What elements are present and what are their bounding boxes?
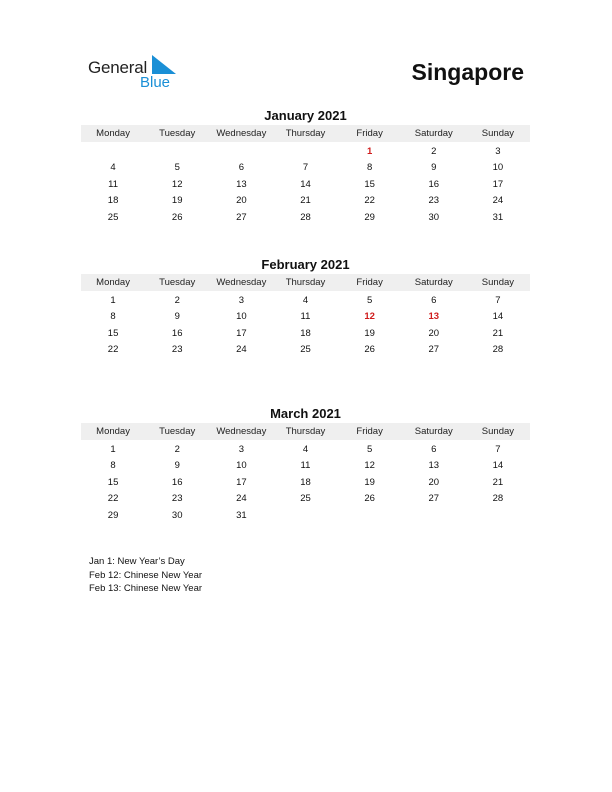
day-cell: 19 bbox=[171, 195, 183, 207]
day-cell: 16 bbox=[171, 327, 183, 339]
day-cell: 21 bbox=[492, 327, 504, 339]
day-cell: 2 bbox=[431, 145, 437, 157]
day-cell: 25 bbox=[300, 493, 311, 505]
day-cell: 22 bbox=[107, 493, 119, 505]
week-row bbox=[81, 309, 530, 326]
month-february bbox=[81, 256, 530, 358]
holiday-list bbox=[89, 555, 202, 596]
day-cell: 3 bbox=[238, 443, 244, 455]
day-cell: 24 bbox=[236, 344, 247, 356]
day-cell: 9 bbox=[174, 311, 180, 323]
day-cell: 29 bbox=[107, 509, 119, 521]
day-cell: 3 bbox=[238, 294, 244, 306]
day-cell: 21 bbox=[300, 195, 311, 207]
day-cell: 4 bbox=[302, 443, 309, 455]
week-row bbox=[81, 491, 530, 508]
day-cell: 30 bbox=[171, 509, 183, 521]
day-cell: 7 bbox=[495, 443, 501, 455]
day-cell: 27 bbox=[428, 344, 440, 356]
weekday-header-row bbox=[81, 423, 530, 440]
week-row bbox=[81, 143, 530, 160]
day-cell: 14 bbox=[492, 311, 504, 323]
holiday-entry: Jan 1: New Year’s Day bbox=[89, 556, 185, 567]
day-cell: 1 bbox=[110, 443, 116, 455]
day-cell: 12 bbox=[364, 311, 375, 323]
day-cell: 26 bbox=[171, 211, 183, 223]
week-row bbox=[81, 160, 530, 177]
day-cell: 16 bbox=[171, 476, 183, 488]
weekday-label: Saturday bbox=[414, 426, 453, 437]
country-title: Singapore bbox=[411, 59, 524, 85]
day-cell: 25 bbox=[300, 344, 311, 356]
weekday-header-row bbox=[81, 274, 530, 291]
day-cell: 18 bbox=[300, 476, 311, 488]
day-cell: 24 bbox=[492, 195, 504, 207]
day-cell: 17 bbox=[236, 476, 247, 488]
day-cell: 8 bbox=[110, 311, 116, 323]
day-cell: 1 bbox=[366, 145, 373, 157]
day-cell: 8 bbox=[366, 162, 373, 174]
day-cell: 6 bbox=[238, 162, 244, 174]
day-cell: 24 bbox=[236, 493, 247, 505]
day-cell: 28 bbox=[492, 493, 504, 505]
day-cell: 23 bbox=[171, 493, 183, 505]
day-cell: 3 bbox=[495, 145, 501, 157]
logo bbox=[88, 55, 188, 95]
weekday-label: Thursday bbox=[285, 277, 326, 288]
month-january bbox=[81, 107, 530, 226]
day-cell: 17 bbox=[236, 327, 247, 339]
day-cell: 4 bbox=[110, 162, 116, 174]
day-cell: 12 bbox=[364, 460, 375, 472]
day-cell: 20 bbox=[428, 476, 440, 488]
day-cell: 10 bbox=[236, 460, 247, 472]
week-row bbox=[81, 193, 530, 210]
day-cell: 11 bbox=[300, 311, 311, 323]
day-cell: 27 bbox=[428, 493, 440, 505]
weekday-label: Sunday bbox=[481, 426, 515, 437]
day-cell: 30 bbox=[428, 211, 440, 223]
day-cell: 11 bbox=[300, 460, 311, 472]
week-row bbox=[81, 292, 530, 309]
day-cell: 13 bbox=[428, 311, 440, 323]
weekday-label: Friday bbox=[356, 426, 383, 437]
day-cell: 23 bbox=[171, 344, 183, 356]
weekday-label: Saturday bbox=[414, 277, 453, 288]
week-row bbox=[81, 458, 530, 475]
day-cell: 6 bbox=[431, 443, 437, 455]
day-cell: 22 bbox=[364, 195, 375, 207]
weekday-label: Thursday bbox=[285, 128, 326, 139]
week-row bbox=[81, 342, 530, 359]
day-cell: 4 bbox=[302, 294, 309, 306]
day-cell: 16 bbox=[428, 178, 440, 190]
day-cell: 15 bbox=[364, 178, 375, 190]
day-cell: 19 bbox=[364, 476, 375, 488]
day-cell: 2 bbox=[174, 443, 180, 455]
day-cell: 27 bbox=[236, 211, 247, 223]
week-row bbox=[81, 176, 530, 193]
weekday-label: Monday bbox=[96, 128, 130, 139]
holiday-entry: Feb 12: Chinese New Year bbox=[89, 569, 203, 581]
day-cell: 22 bbox=[107, 344, 119, 356]
week-row bbox=[81, 209, 530, 226]
logo-triangle-icon bbox=[152, 55, 176, 74]
weekday-label: Sunday bbox=[481, 128, 515, 139]
day-cell: 26 bbox=[364, 493, 375, 505]
holiday-entry: Feb 13: Chinese New Year bbox=[89, 583, 203, 594]
day-cell: 17 bbox=[492, 178, 504, 190]
day-cell: 8 bbox=[110, 460, 116, 472]
logo-text-general: General bbox=[88, 58, 148, 77]
weekday-label: Monday bbox=[96, 426, 130, 437]
weekday-label: Thursday bbox=[285, 426, 326, 437]
day-cell: 18 bbox=[300, 327, 311, 339]
day-cell: 5 bbox=[366, 294, 373, 306]
week-row bbox=[81, 507, 530, 524]
day-cell: 13 bbox=[236, 178, 247, 190]
month-title: February 2021 bbox=[261, 257, 350, 272]
day-cell: 9 bbox=[174, 460, 180, 472]
day-cell: 7 bbox=[302, 162, 309, 174]
weekday-label: Friday bbox=[356, 277, 383, 288]
day-cell: 14 bbox=[300, 178, 311, 190]
month-title: January 2021 bbox=[264, 108, 347, 123]
day-cell: 14 bbox=[492, 460, 504, 472]
weekday-label: Saturday bbox=[414, 128, 453, 139]
day-cell: 5 bbox=[366, 443, 373, 455]
weekday-label: Wednesday bbox=[216, 128, 267, 139]
day-cell: 5 bbox=[174, 162, 180, 174]
day-cell: 26 bbox=[364, 344, 375, 356]
day-cell: 15 bbox=[107, 476, 119, 488]
weekday-label: Wednesday bbox=[216, 277, 267, 288]
day-cell: 15 bbox=[107, 327, 119, 339]
week-row bbox=[81, 474, 530, 491]
day-cell: 25 bbox=[107, 211, 119, 223]
day-cell: 20 bbox=[236, 195, 247, 207]
day-cell: 31 bbox=[236, 509, 247, 521]
day-cell: 7 bbox=[495, 294, 501, 306]
day-cell: 28 bbox=[300, 211, 311, 223]
day-cell: 20 bbox=[428, 327, 440, 339]
weekday-label: Friday bbox=[356, 128, 383, 139]
logo-text-blue: Blue bbox=[140, 74, 171, 91]
month-title: March 2021 bbox=[270, 406, 341, 421]
day-cell: 11 bbox=[108, 178, 118, 190]
day-cell: 10 bbox=[492, 162, 504, 174]
day-cell: 28 bbox=[492, 344, 504, 356]
weekday-label: Tuesday bbox=[159, 426, 196, 437]
week-row bbox=[81, 325, 530, 342]
weekday-label: Tuesday bbox=[159, 277, 196, 288]
weekday-label: Tuesday bbox=[159, 128, 196, 139]
day-cell: 21 bbox=[492, 476, 504, 488]
weekday-label: Sunday bbox=[481, 277, 515, 288]
day-cell: 10 bbox=[236, 311, 247, 323]
day-cell: 13 bbox=[428, 460, 440, 472]
day-cell: 31 bbox=[492, 211, 504, 223]
day-cell: 6 bbox=[431, 294, 437, 306]
day-cell: 18 bbox=[107, 195, 119, 207]
day-cell: 23 bbox=[428, 195, 440, 207]
day-cell: 29 bbox=[364, 211, 375, 223]
month-march bbox=[81, 405, 530, 524]
day-cell: 12 bbox=[171, 178, 183, 190]
weekday-label: Wednesday bbox=[216, 426, 267, 437]
week-row bbox=[81, 441, 530, 458]
day-cell: 9 bbox=[431, 162, 437, 174]
day-cell: 1 bbox=[110, 294, 116, 306]
day-cell: 19 bbox=[364, 327, 375, 339]
weekday-label: Monday bbox=[96, 277, 130, 288]
weekday-header-row bbox=[81, 125, 530, 142]
day-cell: 2 bbox=[174, 294, 180, 306]
